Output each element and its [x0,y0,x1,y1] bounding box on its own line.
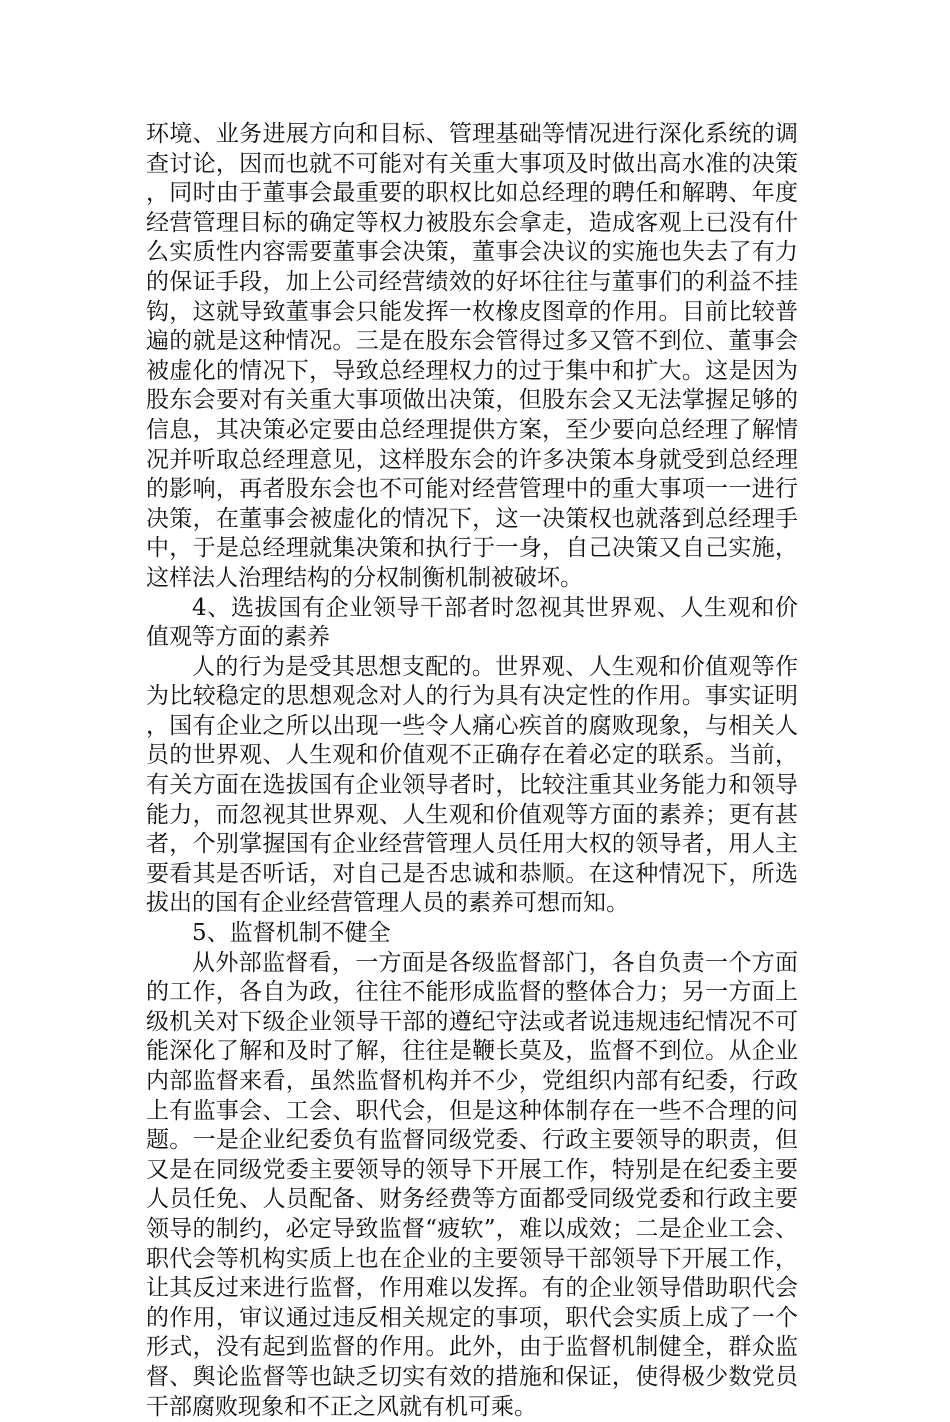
section-heading-4: 4、选拔国有企业领导干部者时忽视其世界观、人生观和价值观等方面的素养 [146,594,798,651]
document-body [146,120,798,1422]
body-paragraph-continued: 环境、业务进展方向和目标、管理基础等情况进行深化系统的调查讨论，因而也就不可能对有关重大事项及时做出高水准的决策，同时由于董事会最重要的职权比如总经理的聘任和解聘、年度经营管理目标的确定等权力被股东会拿走，造成客观上已没有什么实质性内容需要董事会决策，董事会决议的实施也失去了有力的保证手段，加上公司经营绩效的好坏往往与董事们的利益不挂钩，这就导致董事会只能发挥一枚橡皮图章的作用。目前比较普遍的就是这种情况。三是在股东会管得过多又管不到位、董事会被虚化的情况下，导致总经理权力的过于集中和扩大。这是因为股东会要对有关重大事项做出决策，但股东会又无法掌握足够的信息，其决策必定要由总经理提供方案，至少要向总经理了解情况并听取总经理意见，这样股东会的许多决策本身就受到总经理的影响，再者股东会也不可能对经营管理中的重大事项一一进行决策，在董事会被虚化的情况下，这一决策权也就落到总经理手中，于是总经理就集决策和执行于一身，自己决策又自己实施，这样法人治理结构的分权制衡机制被破坏。 [146,121,798,591]
body-paragraph: 人的行为是受其思想支配的。世界观、人生观和价值观等作为比较稳定的思想观念对人的行为具有决定性的作用。事实证明，国有企业之所以出现一些令人痛心疾首的腐败现象，与相关人员的世界观、人生观和价值观不正确存在着必定的联系。当前，有关方面在选拔国有企业领导者时，比较注重其业务能力和领导能力，而忽视其世界观、人生观和价值观等方面的素养；更有甚者，个别掌握国有企业经营管理人员任用大权的领导者，用人主要看其是否听话，对自己是否忠诚和恭顺。在这种情况下，所选拔出的国有企业经营管理人员的素养可想而知。 [146,653,798,917]
body-paragraph: 从外部监督看，一方面是各级监督部门，各自负责一个方面的工作，各自为政，往往不能形成监督的整体合力；另一方面上级机关对下级企业领导干部的遵纪守法或者说违规违纪情况不可能深化了解和及时了解，往往是鞭长莫及，监督不到位。从企业内部监督来看，虽然监督机构并不少，党组织内部有纪委，行政上有监事会、工会、职代会，但是这种体制存在一些不合理的问题。一是企业纪委负有监督同级党委、行政主要领导的职责，但又是在同级党委主要领导的领导下开展工作，特别是在纪委主要人员任免、人员配备、财务经费等方面都受同级党委和行政主要领导的制约，必定导致监督“疲软”，难以成效；二是企业工会、职代会等机构实质上也在企业的主要领导干部领导下开展工作，让其反过来进行监督，作用难以发挥。有的企业领导借助职代会的作用，审议通过违反相关规定的事项，职代会实质上成了一个形式，没有起到监督的作用。此外，由于监督机制健全，群众监督、舆论监督等也缺乏切实有效的措施和保证，使得极少数党员干部腐败现象和不正之风就有机可乘。 [146,949,798,1420]
section-heading-5: 5、监督机制不健全 [192,920,391,947]
